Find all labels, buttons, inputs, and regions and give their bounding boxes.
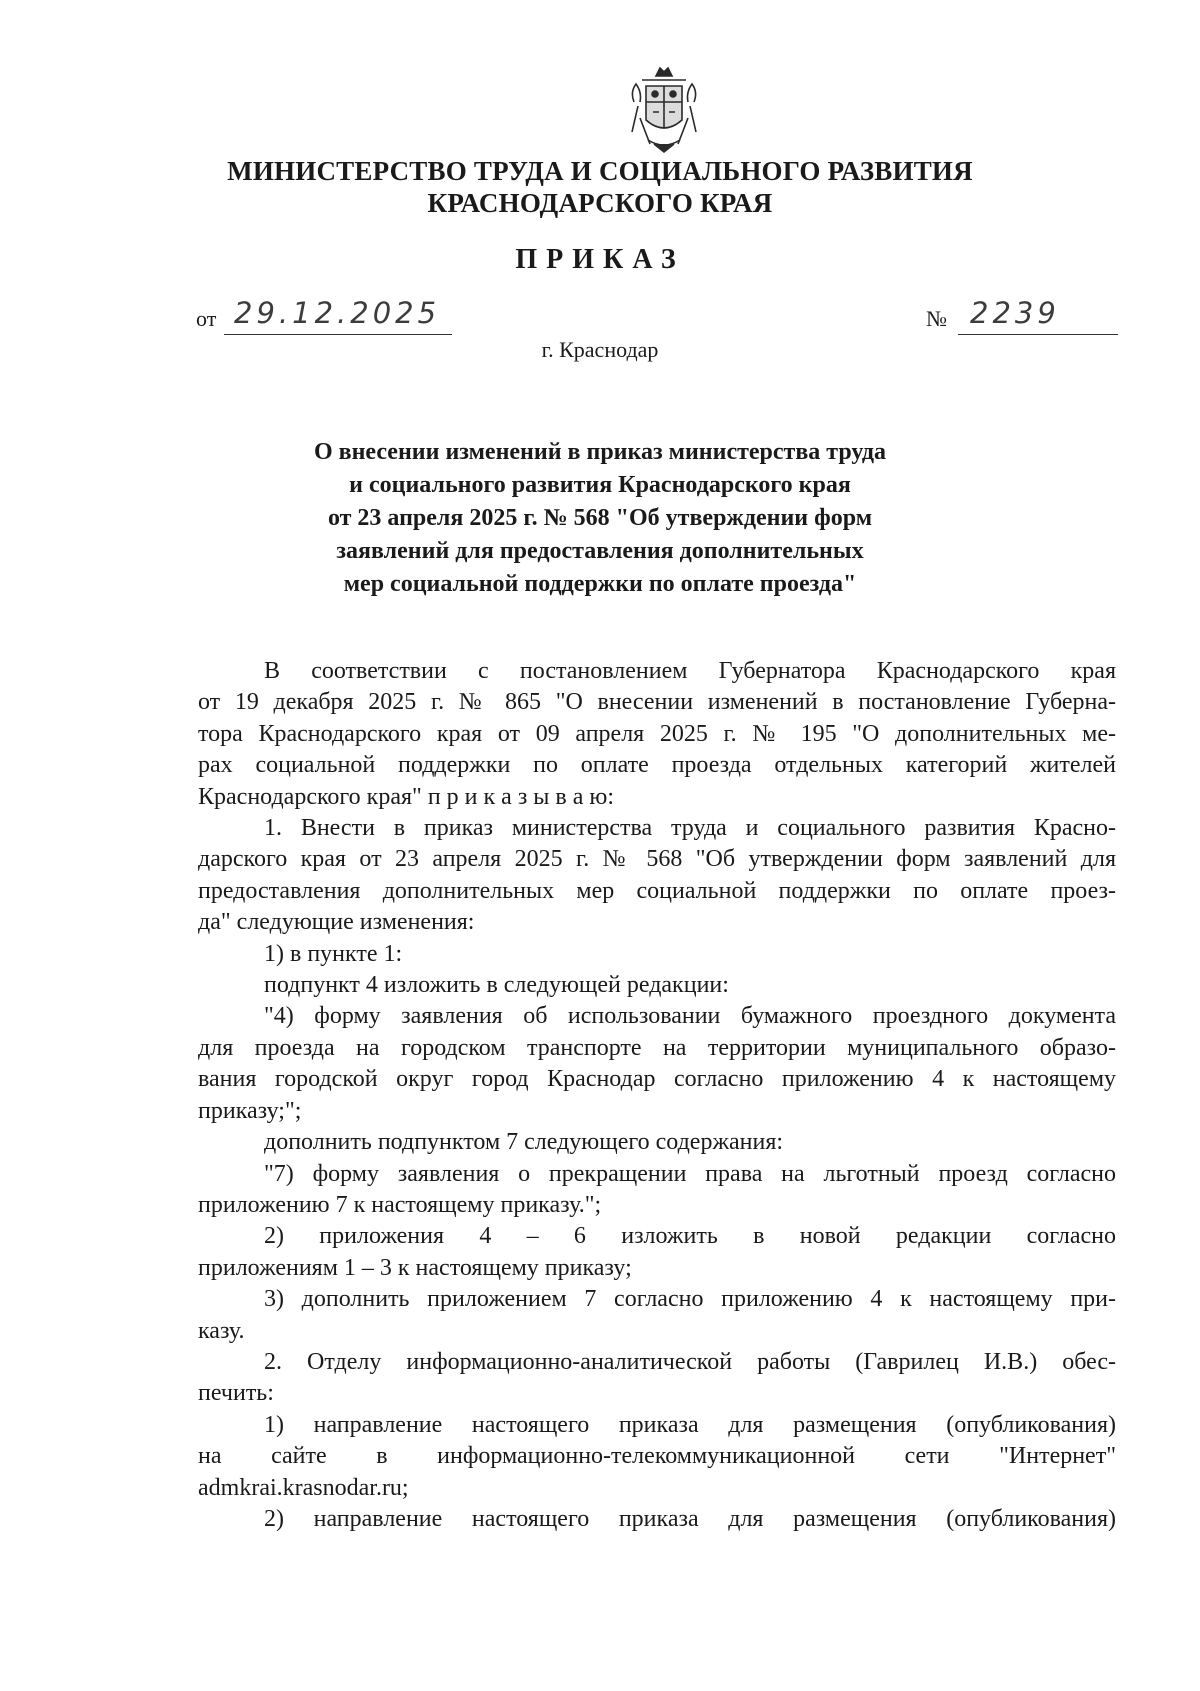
body-line: приложениям 1 – 3 к настоящему приказу; — [198, 1254, 632, 1281]
number-field — [958, 296, 1118, 335]
coat-of-arms-icon — [626, 62, 702, 154]
number-label: № — [926, 306, 947, 331]
handwritten-number: 2239 — [970, 296, 1060, 330]
body-line: казу. — [198, 1317, 245, 1344]
subject-line: О внесении изменений в приказ министерства труда — [313, 439, 887, 465]
body-line: 3) дополнить приложением 7 согласно приложению 4 к настоящему при- — [264, 1286, 1116, 1313]
body-line: "7) форму заявления о прекращении права на льготный проезд согласно — [264, 1160, 1116, 1187]
body-line: дарского края от 23 апреля 2025 г. № 568 "Об утверждении форм заявлений для — [198, 846, 1116, 873]
body-line: приказу;"; — [198, 1097, 302, 1124]
body-line: 2. Отделу информационно-аналитической работы (Гаврилец И.В.) обес- — [264, 1348, 1116, 1375]
body-line: вания городской округ город Краснодар согласно приложению 4 к настоящему — [198, 1066, 1116, 1093]
body-line: на сайте в информационно-телекоммуникационной сети "Интернет" — [198, 1443, 1116, 1470]
order-body — [198, 656, 1116, 1535]
subject-line: заявлений для предоставления дополнительных — [336, 538, 864, 564]
date-field — [224, 296, 452, 335]
body-line: приложению 7 к настоящему приказу."; — [198, 1191, 602, 1218]
handwritten-date: 29.12.2025 — [234, 296, 441, 330]
date-label: от — [196, 306, 217, 331]
subject-line: и социального развития Краснодарского края — [349, 472, 851, 498]
body-line: 1) направление настоящего приказа для размещения (опубликования) — [264, 1411, 1116, 1438]
body-line: дополнить подпунктом 7 следующего содержания: — [264, 1129, 784, 1156]
body-line: тора Краснодарского края от 09 апреля 2025 г. № 195 "О дополнительных ме- — [198, 720, 1116, 747]
body-line: подпункт 4 изложить в следующей редакции: — [264, 972, 729, 999]
ministry-name-line1: МИНИСТЕРСТВО ТРУДА И СОЦИАЛЬНОГО РАЗВИТИЯ — [227, 156, 973, 186]
city-name: г. Краснодар — [541, 337, 659, 362]
ministry-name-line2: КРАСНОДАРСКОГО КРАЯ — [427, 188, 773, 218]
body-line: В соответствии с постановлением Губернатора Краснодарского края — [264, 658, 1116, 684]
body-line: "4) форму заявления об использовании бумажного проездного документа — [264, 1003, 1116, 1030]
body-line: да" следующие изменения: — [198, 909, 475, 936]
body-line: 1) в пункте 1: — [264, 940, 403, 967]
subject-line: от 23 апреля 2025 г. № 568 "Об утверждении форм — [327, 505, 873, 531]
body-line: от 19 декабря 2025 г. № 865 "О внесении изменений в постановление Губерна- — [198, 689, 1116, 716]
body-line: предоставления дополнительных мер социальной поддержки по оплате проез- — [198, 877, 1116, 904]
document-type-title: ПРИКАЗ — [515, 244, 685, 275]
order-subject — [200, 436, 1000, 601]
body-line: для проезда на городском транспорте на территории муниципального образо- — [198, 1034, 1116, 1061]
body-line: Краснодарского края" п р и к а з ы в а ю: — [198, 783, 615, 810]
body-line: печить: — [198, 1380, 274, 1407]
body-line: рах социальной поддержки по оплате проезда отдельных категорий жителей — [198, 752, 1116, 779]
body-line: admkrai.krasnodar.ru; — [198, 1474, 409, 1501]
body-line: 2) приложения 4 – 6 изложить в новой редакции согласно — [264, 1223, 1116, 1250]
body-line: 2) направление настоящего приказа для размещения (опубликования) — [264, 1505, 1116, 1532]
subject-line: мер социальной поддержки по оплате проезда" — [343, 571, 857, 597]
body-line: 1. Внести в приказ министерства труда и социального развития Красно- — [264, 815, 1116, 842]
